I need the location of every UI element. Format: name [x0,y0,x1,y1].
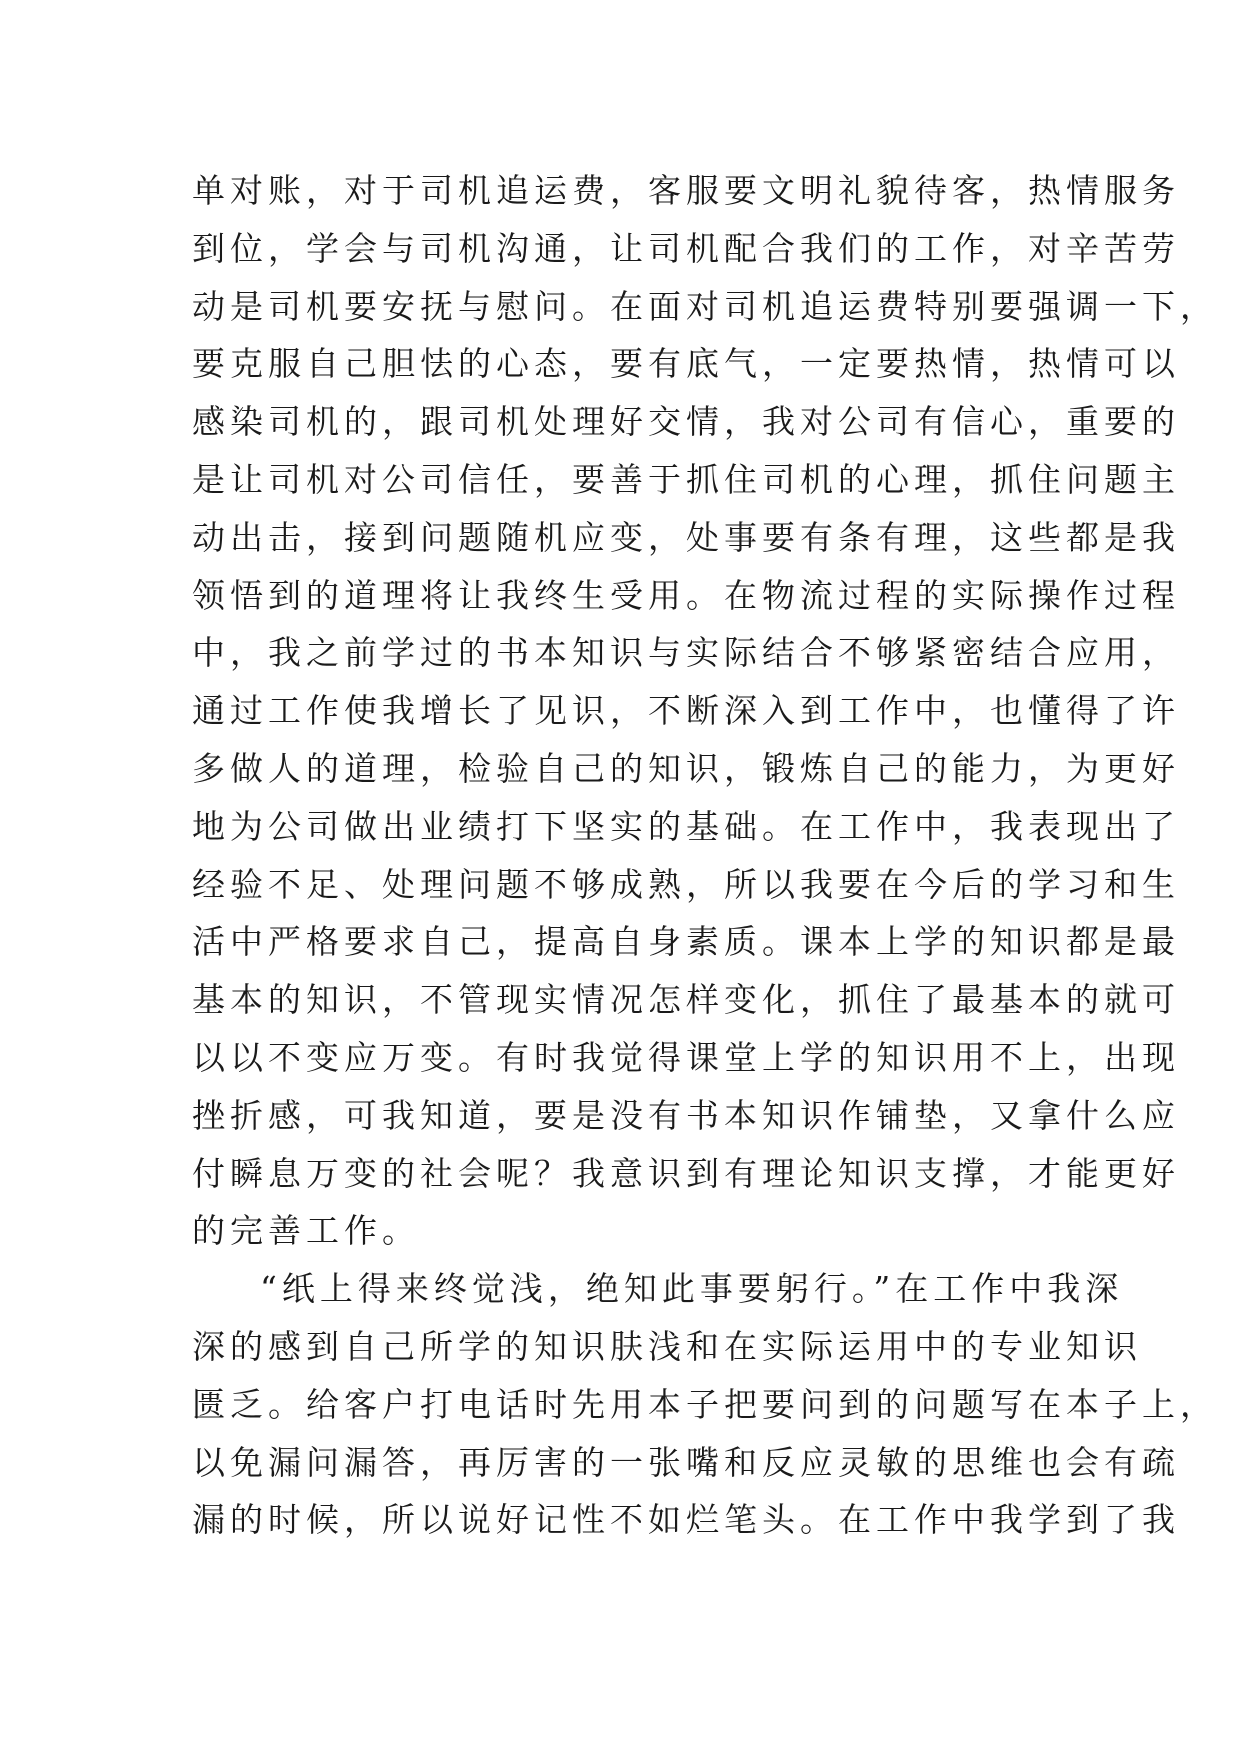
text-line: 深的感到自己所学的知识肤浅和在实际运用中的专业知识 [192,1326,1142,1366]
paragraph-2 [192,1260,1218,1549]
text-line: 活中严格要求自己，提高自身素质。课本上学的知识都是最 [192,922,1180,962]
text-line: 以免漏问漏答，再厉害的一张嘴和反应灵敏的思维也会有疏 [192,1442,1180,1482]
text-line: 动是司机要安抚与慰问。在面对司机追运费特别要强调一下， [192,286,1218,326]
text-line: “纸上得来终觉浅，绝知此事要躬行。”在工作中我深 [260,1269,1124,1309]
text-line: 通过工作使我增长了见识，不断深入到工作中，也懂得了许 [192,691,1180,731]
text-line: 动出击，接到问题随机应变，处事要有条有理，这些都是我 [192,517,1180,557]
text-line: 基本的知识，不管现实情况怎样变化，抓住了最基本的就可 [192,980,1180,1020]
text-line: 以以不变应万变。有时我觉得课堂上学的知识用不上，出现 [192,1037,1180,1077]
text-line: 要克服自己胆怯的心态，要有底气，一定要热情，热情可以 [192,344,1180,384]
text-line: 经验不足、处理问题不够成熟，所以我要在今后的学习和生 [192,864,1180,904]
text-line: 是让司机对公司信任，要善于抓住司机的心理，抓住问题主 [192,459,1180,499]
text-line: 领悟到的道理将让我终生受用。在物流过程的实际操作过程 [192,575,1180,615]
text-line: 的完善工作。 [192,1211,420,1251]
text-line: 单对账，对于司机追运费，客服要文明礼貌待客，热情服务 [192,171,1180,210]
text-line: 中，我之前学过的书本知识与实际结合不够紧密结合应用， [192,633,1180,673]
paragraph-1 [192,162,1218,1260]
text-line: 匮乏。给客户打电话时先用本子把要问到的问题写在本子上， [192,1384,1218,1424]
body-text [192,162,1218,1549]
text-line: 挫折感，可我知道，要是没有书本知识作铺垫，又拿什么应 [192,1095,1180,1135]
text-line: 漏的时候，所以说好记性不如烂笔头。在工作中我学到了我 [192,1500,1180,1540]
text-line: 多做人的道理，检验自己的知识，锻炼自己的能力，为更好 [192,748,1180,788]
text-line: 到位，学会与司机沟通，让司机配合我们的工作，对辛苦劳 [192,228,1180,268]
text-line: 付瞬息万变的社会呢？我意识到有理论知识支撑，才能更好 [192,1153,1180,1193]
text-line: 感染司机的，跟司机处理好交情，我对公司有信心，重要的 [192,402,1180,442]
text-line: 地为公司做出业绩打下坚实的基础。在工作中，我表现出了 [192,806,1180,846]
